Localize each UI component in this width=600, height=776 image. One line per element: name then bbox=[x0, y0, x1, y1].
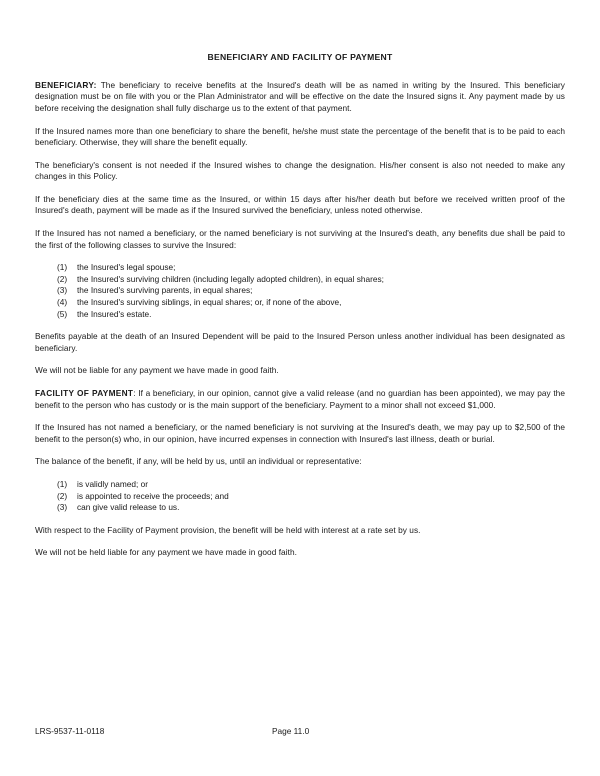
paragraph-no-beneficiary-expenses: If the Insured has not named a beneficiary, or the named beneficiary is not surviving at the Insured's death, we may pay up to $2,500 of the benefit to the person(s) who, in our opinion, have incurred expenses in connection with Insured's last illness, death or burial. bbox=[35, 422, 565, 444]
paragraph-interest: With respect to the Facility of Payment provision, the benefit will be held with interest at a rate set by us. bbox=[35, 524, 421, 535]
list-item bbox=[35, 274, 565, 286]
list-item bbox=[35, 297, 565, 309]
list-item-label: can give valid release to us. bbox=[77, 502, 180, 513]
paragraph-good-faith-second: We will not be held liable for any payment we have made in good faith. bbox=[35, 547, 297, 558]
paragraph-balance-intro: The balance of the benefit, if any, will be held by us, until an individual or representative: bbox=[35, 456, 362, 467]
list-marker: (3) bbox=[57, 502, 68, 513]
list-marker: (1) bbox=[57, 478, 68, 489]
facility-of-payment-heading-inline: FACILITY OF PAYMENT bbox=[35, 388, 134, 399]
list-item-label: the Insured's surviving siblings, in equal shares; or, if none of the above, bbox=[77, 297, 342, 308]
list-item-label: is appointed to receive the proceeds; and bbox=[77, 490, 229, 501]
form-code: LRS-9537-11-0118 bbox=[35, 726, 105, 736]
list-item bbox=[35, 285, 565, 297]
list-item-label: the Insured's surviving parents, in equal shares; bbox=[77, 285, 253, 296]
list-marker: (4) bbox=[57, 297, 68, 308]
page-number: Page 11.0 bbox=[272, 726, 310, 736]
list-item bbox=[35, 479, 565, 491]
list-marker: (3) bbox=[57, 285, 68, 296]
beneficiary-text: The beneficiary to receive benefits at the Insured's death will be as named in writing by the Insured. This beneficiary designation must be on file with you or the Plan Administrator and will be effective on the date the Insured signs it. Any payment made by us before receiving the designation shall fully discharge us to the extent of that payment. bbox=[35, 79, 565, 113]
paragraph-facility-of-payment bbox=[35, 388, 565, 411]
balance-list bbox=[35, 479, 565, 514]
paragraph-simultaneous-death: If the beneficiary dies at the same time as the Insured, or within 15 days after his/her death but before we received written proof of the Insured's death, payment will be made as if the Insured survived the beneficiary, unless noted otherwise. bbox=[35, 193, 565, 216]
list-item bbox=[35, 262, 565, 274]
page-footer bbox=[35, 725, 565, 739]
facility-of-payment-text: : If a beneficiary, in our opinion, cannot give a valid release (and no guardian has been appointed), we may pay the benefit to the person who has custody or is the main support of the beneficiary. Payment to a minor shall not exceed $1,000. bbox=[35, 388, 565, 410]
classes-list bbox=[35, 262, 565, 320]
list-item bbox=[35, 502, 565, 514]
paragraph-consent: The beneficiary's consent is not needed if the Insured wishes to change the designation. His/her consent is also not needed to make any changes in this Policy. bbox=[35, 159, 565, 182]
list-item-label: the Insured's surviving children (including legally adopted children), in equal shares; bbox=[77, 273, 384, 284]
list-marker: (1) bbox=[57, 262, 68, 273]
list-item bbox=[35, 309, 565, 321]
list-marker: (2) bbox=[57, 273, 68, 284]
paragraph-multiple-beneficiaries: If the Insured names more than one beneficiary to share the benefit, he/she must state the percentage of the benefit that is to be paid to each beneficiary. Otherwise, they will share the benefit equally. bbox=[35, 125, 565, 148]
paragraph-no-beneficiary-intro: If the Insured has not named a beneficiary, or the named beneficiary is not surviving at the Insured's death, any benefits due shall be paid to the first of the following classes to survive the Insured: bbox=[35, 228, 565, 250]
paragraph-insured-dependent: Benefits payable at the death of an Insured Dependent will be paid to the Insured Person unless another individual has been designated as beneficiary. bbox=[35, 331, 565, 353]
paragraph-good-faith-first: We will not be liable for any payment we have made in good faith. bbox=[35, 365, 279, 376]
list-marker: (2) bbox=[57, 490, 68, 501]
list-item-label: the Insured's estate. bbox=[77, 308, 152, 319]
page-title: BENEFICIARY AND FACILITY OF PAYMENT bbox=[207, 52, 393, 62]
list-item bbox=[35, 491, 565, 503]
list-item-label: is validly named; or bbox=[77, 478, 149, 489]
beneficiary-heading-inline: BENEFICIARY: bbox=[35, 79, 97, 90]
document-body bbox=[35, 52, 565, 559]
paragraph-beneficiary bbox=[35, 80, 565, 115]
list-item-label: the Insured's legal spouse; bbox=[77, 262, 176, 273]
list-marker: (5) bbox=[57, 308, 68, 319]
